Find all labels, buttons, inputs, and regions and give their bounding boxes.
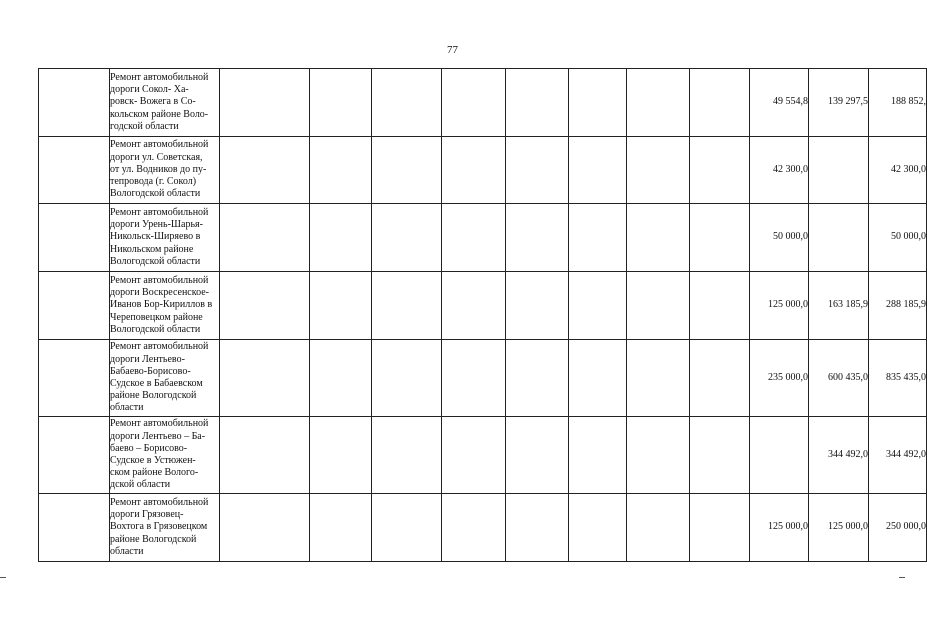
- amount-cell-1: [750, 417, 809, 494]
- table-row: [39, 272, 927, 340]
- empty-cell: [569, 494, 627, 562]
- empty-cell: [442, 417, 506, 494]
- empty-cell: [506, 494, 569, 562]
- object-name-cell: Ремонт автомобильной дороги Лентьево- Бабаево-Борисово- Судское в Бабаевском районе Вологодской области: [110, 340, 220, 417]
- empty-cell: [569, 204, 627, 272]
- amount-cell-1: 235 000,0: [750, 340, 809, 417]
- empty-cell: [372, 272, 442, 340]
- empty-cell: [627, 272, 690, 340]
- amount-cell-2: 600 435,0: [809, 340, 869, 417]
- empty-cell: [569, 69, 627, 137]
- empty-cell: [506, 417, 569, 494]
- empty-cell: [627, 494, 690, 562]
- table-row: [39, 204, 927, 272]
- empty-cell: [310, 340, 372, 417]
- empty-cell: [506, 272, 569, 340]
- empty-cell: [569, 272, 627, 340]
- amount-cell-1: 42 300,0: [750, 137, 809, 204]
- empty-cell: [690, 340, 750, 417]
- table-body: [39, 69, 927, 562]
- empty-cell: [690, 272, 750, 340]
- row-number-cell: [39, 272, 110, 340]
- empty-cell: [220, 272, 310, 340]
- total-cell: 188 852,: [869, 69, 927, 137]
- empty-cell: [627, 417, 690, 494]
- total-cell: 50 000,0: [869, 204, 927, 272]
- row-number-cell: [39, 69, 110, 137]
- empty-cell: [506, 137, 569, 204]
- empty-cell: [442, 137, 506, 204]
- empty-cell: [220, 494, 310, 562]
- amount-cell-2: 344 492,0: [809, 417, 869, 494]
- row-number-cell: [39, 137, 110, 204]
- empty-cell: [310, 272, 372, 340]
- total-cell: 344 492,0: [869, 417, 927, 494]
- empty-cell: [569, 340, 627, 417]
- empty-cell: [690, 204, 750, 272]
- empty-cell: [372, 494, 442, 562]
- row-number-cell: [39, 340, 110, 417]
- empty-cell: [506, 204, 569, 272]
- empty-cell: [690, 137, 750, 204]
- object-name-cell: Ремонт автомобильной дороги Лентьево – Ба- баево – Борисово- Судское в Устюжен- ском районе Волого- дской области: [110, 417, 220, 494]
- empty-cell: [627, 137, 690, 204]
- empty-cell: [372, 340, 442, 417]
- amount-cell-1: 49 554,8: [750, 69, 809, 137]
- page-number: 77: [447, 44, 458, 56]
- empty-cell: [310, 137, 372, 204]
- empty-cell: [442, 204, 506, 272]
- empty-cell: [442, 69, 506, 137]
- empty-cell: [220, 204, 310, 272]
- total-cell: 835 435,0: [869, 340, 927, 417]
- empty-cell: [569, 137, 627, 204]
- empty-cell: [506, 340, 569, 417]
- empty-cell: [372, 204, 442, 272]
- row-number-cell: [39, 204, 110, 272]
- empty-cell: [506, 69, 569, 137]
- amount-cell-2: 139 297,5: [809, 69, 869, 137]
- amount-cell-2: [809, 137, 869, 204]
- amount-cell-2: 163 185,9: [809, 272, 869, 340]
- amount-cell-1: 125 000,0: [750, 494, 809, 562]
- table-row: [39, 417, 927, 494]
- empty-cell: [442, 494, 506, 562]
- table-row: [39, 494, 927, 562]
- object-name-cell: Ремонт автомобильной дороги ул. Советская, от ул. Водников до пу- тепровода (г. Сокол) Вологодской области: [110, 137, 220, 204]
- empty-cell: [569, 417, 627, 494]
- empty-cell: [310, 494, 372, 562]
- amount-cell-2: [809, 204, 869, 272]
- row-number-cell: [39, 494, 110, 562]
- object-name-cell: Ремонт автомобильной дороги Урень-Шарья- Никольск-Ширяево в Никольском районе Вологодской области: [110, 204, 220, 272]
- table-row: [39, 137, 927, 204]
- amount-cell-1: 125 000,0: [750, 272, 809, 340]
- empty-cell: [220, 69, 310, 137]
- empty-cell: [690, 494, 750, 562]
- total-cell: 250 000,0: [869, 494, 927, 562]
- total-cell: 288 185,9: [869, 272, 927, 340]
- empty-cell: [442, 272, 506, 340]
- table-row: [39, 69, 927, 137]
- empty-cell: [310, 204, 372, 272]
- scan-edge-mark-left: [0, 577, 6, 578]
- empty-cell: [310, 69, 372, 137]
- empty-cell: [220, 137, 310, 204]
- empty-cell: [220, 340, 310, 417]
- object-name-cell: Ремонт автомобильной дороги Сокол- Ха- ровск- Вожега в Со- кольском районе Воло- годской области: [110, 69, 220, 137]
- empty-cell: [372, 417, 442, 494]
- table-row: [39, 340, 927, 417]
- empty-cell: [627, 340, 690, 417]
- empty-cell: [690, 69, 750, 137]
- budget-table: [38, 68, 927, 562]
- empty-cell: [442, 340, 506, 417]
- empty-cell: [372, 137, 442, 204]
- empty-cell: [627, 204, 690, 272]
- empty-cell: [627, 69, 690, 137]
- row-number-cell: [39, 417, 110, 494]
- empty-cell: [220, 417, 310, 494]
- empty-cell: [372, 69, 442, 137]
- object-name-cell: Ремонт автомобильной дороги Воскресенское- Иванов Бор-Кириллов в Череповецком районе Вологодской области: [110, 272, 220, 340]
- amount-cell-2: 125 000,0: [809, 494, 869, 562]
- total-cell: 42 300,0: [869, 137, 927, 204]
- object-name-cell: Ремонт автомобильной дороги Грязовец- Вохтога в Грязовецком районе Вологодской области: [110, 494, 220, 562]
- empty-cell: [690, 417, 750, 494]
- scan-edge-mark-right: [899, 577, 905, 578]
- empty-cell: [310, 417, 372, 494]
- amount-cell-1: 50 000,0: [750, 204, 809, 272]
